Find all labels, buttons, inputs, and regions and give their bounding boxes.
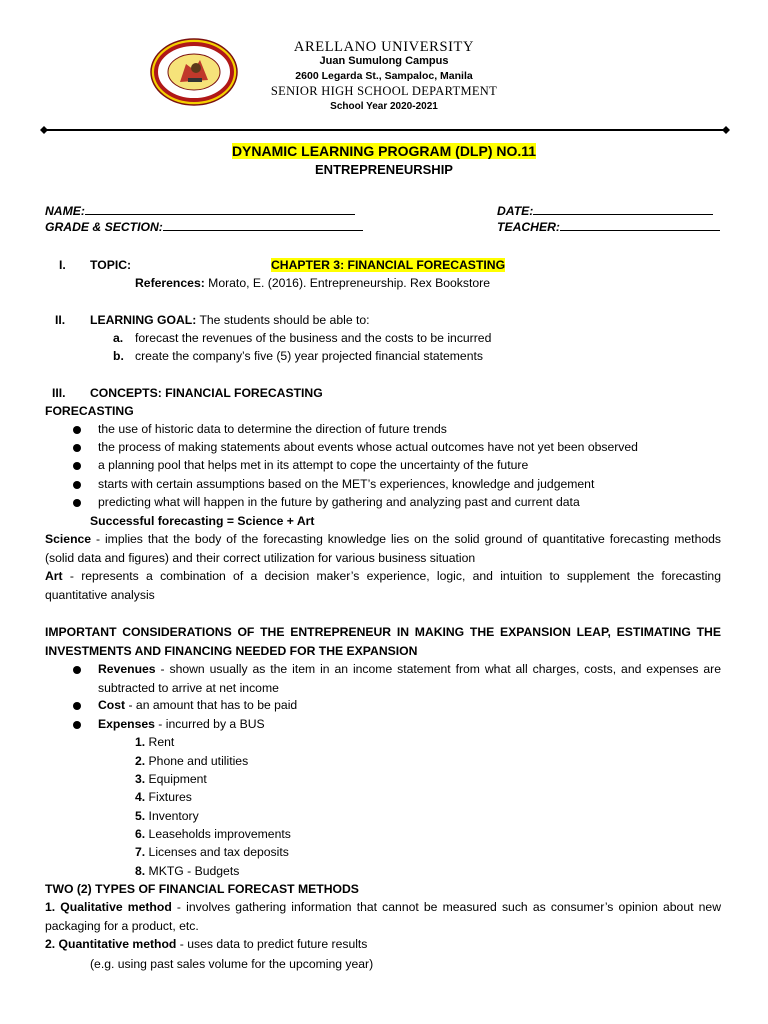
art-paragraph — [45, 567, 721, 604]
topic-value: CHAPTER 3: FINANCIAL FORECASTING — [271, 258, 506, 272]
header-divider — [40, 123, 730, 131]
quantitative-method — [45, 935, 367, 953]
references-label: References: — [135, 276, 205, 290]
department-name: SENIOR HIGH SCHOOL DEPARTMENT — [270, 84, 498, 98]
forecasting-bullet-3: a planning pool that helps met in its attempt to cope the uncertainty of the future — [98, 458, 529, 472]
cost-item — [98, 696, 297, 714]
bullet-icon — [73, 444, 81, 452]
program-title: DYNAMIC LEARNING PROGRAM (DLP) NO.11 — [231, 143, 537, 159]
expense-item: 6. Leaseholds improvements — [135, 827, 291, 841]
university-name: ARELLANO UNIVERSITY — [293, 39, 475, 55]
expense-item: 1. Rent — [135, 735, 175, 749]
science-text: - implies that the body of the forecasting knowledge lies on the solid ground of quantitative forecasting methods (solid data and figures) and their correct utilization for various business situation — [45, 532, 721, 565]
bullet-icon — [73, 721, 81, 729]
forecasting-bullet-2: the process of making statements about events whose actual outcomes have not yet been observed — [98, 440, 638, 454]
forecasting-bullet-5: predicting what will happen in the future by gathering and analyzing past and current data — [98, 495, 580, 509]
methods-heading: TWO (2) TYPES OF FINANCIAL FORECAST METHODS — [45, 882, 359, 896]
expense-item: 2. Phone and utilities — [135, 754, 249, 768]
expense-item: 7. Licenses and tax deposits — [135, 845, 289, 859]
quantitative-example: (e.g. using past sales volume for the upcoming year) — [90, 957, 374, 971]
goal-item-a: forecast the revenues of the business and the costs to be incurred — [135, 331, 492, 345]
bullet-icon — [73, 702, 81, 710]
forecasting-heading: FORECASTING — [45, 404, 134, 418]
science-paragraph — [45, 530, 721, 567]
school-year: School Year 2020-2021 — [330, 101, 438, 112]
bullet-icon — [73, 462, 81, 470]
expenses-term: Expenses — [98, 717, 155, 731]
forecasting-bullet-1: the use of historic data to determine the direction of future trends — [98, 422, 447, 436]
revenues-item — [98, 660, 721, 697]
goal-label: LEARNING GOAL: — [90, 313, 197, 327]
goal-marker-a: a. — [113, 331, 124, 345]
expenses-text: - incurred by a BUS — [154, 717, 265, 731]
revenues-term: Revenues — [98, 662, 156, 676]
campus-name: Juan Sumulong Campus — [319, 55, 449, 67]
bullet-icon — [73, 481, 81, 489]
quantitative-text: - uses data to predict future results — [176, 937, 368, 951]
goal-intro: The students should be able to: — [196, 313, 370, 327]
expense-item: 3. Equipment — [135, 772, 207, 786]
teacher-label: TEACHER: — [497, 220, 560, 234]
expenses-item — [98, 715, 265, 733]
grade-section-field[interactable] — [163, 219, 363, 231]
goal-numeral: II. — [55, 313, 66, 327]
grade-section-label: GRADE & SECTION: — [45, 220, 163, 234]
teacher-field[interactable] — [560, 219, 720, 231]
quantitative-term: 2. Quantitative method — [45, 937, 177, 951]
expense-item: 5. Inventory — [135, 809, 199, 823]
qualitative-text: - involves gathering information that cannot be measured such as consumer’s opinion about new packaging for a product, etc. — [45, 900, 721, 933]
name-label: NAME: — [45, 204, 85, 218]
campus-address: 2600 Legarda St., Sampaloc, Manila — [295, 70, 473, 82]
expense-item: 4. Fixtures — [135, 790, 192, 804]
forecasting-formula: Successful forecasting = Science + Art — [90, 514, 315, 528]
subject-title: ENTREPRENEURSHIP — [315, 162, 453, 177]
date-field[interactable] — [533, 203, 713, 215]
concepts-numeral: III. — [52, 386, 66, 400]
considerations-heading: IMPORTANT CONSIDERATIONS OF THE ENTREPRENEUR IN MAKING THE EXPANSION LEAP, ESTIMATING THE INVESTMENTS AND FINANCING NEEDED FOR THE EXPANSION — [45, 625, 721, 658]
expense-item: 8. MKTG - Budgets — [135, 864, 240, 878]
forecasting-bullet-4: starts with certain assumptions based on the MET’s experiences, knowledge and judgement — [98, 477, 595, 491]
cost-term: Cost — [98, 698, 126, 712]
topic-numeral: I. — [59, 258, 66, 272]
goal-item-b: create the company’s five (5) year projected financial statements — [135, 349, 483, 363]
concepts-heading: CONCEPTS: FINANCIAL FORECASTING — [90, 386, 323, 400]
goal-marker-b: b. — [113, 349, 124, 363]
bullet-icon — [73, 666, 81, 674]
date-label: DATE: — [497, 204, 534, 218]
bullet-icon — [73, 426, 81, 434]
references-value: Morato, E. (2016). Entrepreneurship. Rex Bookstore — [204, 276, 490, 290]
qualitative-term: 1. Qualitative method — [45, 900, 172, 914]
science-term: Science — [45, 532, 92, 546]
qualitative-method — [45, 898, 721, 935]
name-field[interactable] — [85, 203, 355, 215]
cost-text: - an amount that has to be paid — [125, 698, 298, 712]
revenues-text: - shown usually as the item in an income statement from what all charges, costs, and expenses are subtracted to arrive at net income — [98, 662, 721, 695]
art-term: Art — [45, 569, 63, 583]
topic-label: TOPIC: — [90, 258, 132, 272]
art-text: - represents a combination of a decision maker’s experience, logic, and intuition to supplement the forecasting quantitative analysis — [45, 569, 721, 602]
bullet-icon — [73, 499, 81, 507]
